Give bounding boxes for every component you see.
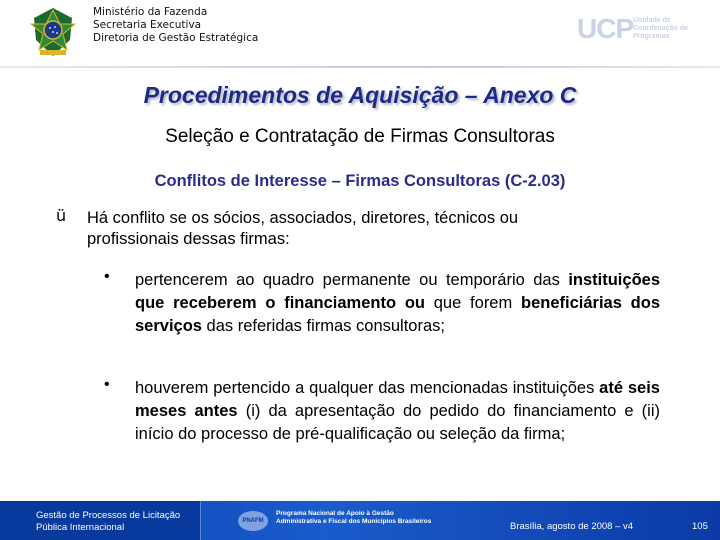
footer-date: Brasília, agosto de 2008 – v4 — [510, 521, 634, 532]
header-divider — [0, 66, 720, 68]
coat-of-arms-emblem — [30, 6, 76, 58]
footer-course-line-2: Pública Internacional — [36, 522, 125, 533]
ministry-name: Ministério da Fazenda — [93, 6, 208, 18]
intro-line-1: Há conflito se os sócios, associados, diretores, técnicos ou — [87, 209, 519, 227]
footer-course-line-1: Gestão de Processos de Licitação — [36, 510, 181, 521]
slide-header — [0, 0, 720, 64]
footer-course-title — [36, 510, 180, 534]
intro-line-2: profissionais dessas firmas: — [87, 230, 290, 248]
slide-footer — [0, 501, 720, 540]
slide-title: Procedimentos de Aquisição – Anexo C — [143, 82, 577, 108]
checkmark-icon: ü — [56, 206, 67, 225]
bullet-1-part-3: das referidas firmas consultoras; — [201, 317, 445, 335]
bullet-2-text — [135, 377, 660, 446]
ucp-sub-line-2: Coordenação de — [633, 25, 688, 32]
program-line-2: Administrativa e Fiscal dos Municípios Brasileiros — [276, 518, 432, 525]
ministry-header-text — [93, 6, 258, 45]
program-line-1: Programa Nacional de Apoio à Gestão — [276, 510, 394, 517]
bullet-2-marker: • — [104, 376, 110, 393]
program-name — [276, 510, 431, 526]
ucp-sub-line-3: Programas — [633, 33, 670, 40]
bullet-1-bold-2: beneficiárias dos serviços — [135, 294, 660, 335]
bullet-2-part-2: (i) da apresentação do pedido do financiamento e (ii) início do processo de pré-qualificação ou seleção da firma; — [135, 402, 660, 443]
bullet-1-part-1: pertencerem ao quadro permanente ou temporário das — [135, 271, 569, 289]
ucp-logo-letters: UCP — [577, 13, 634, 44]
ucp-logo-subtitle — [633, 17, 688, 41]
ucp-sub-line-1: Unidade de — [633, 17, 671, 24]
intro-paragraph — [87, 208, 663, 250]
bullet-1-marker: • — [104, 268, 110, 285]
section-heading: Conflitos de Interesse – Firmas Consultoras (C-2.03) — [154, 172, 566, 190]
footer-course-panel — [0, 501, 201, 540]
pnafm-logo-icon: PNAFM — [238, 511, 268, 531]
secretariat-name: Secretaria Executiva — [93, 19, 202, 31]
bullet-1-text — [135, 269, 660, 338]
slide-subtitle: Seleção e Contratação de Firmas Consultoras — [165, 126, 555, 147]
ucp-logo — [577, 14, 689, 46]
bullet-2-bold-1: até seis meses antes — [135, 379, 660, 420]
page-number: 105 — [692, 521, 708, 532]
bullet-1-bold-1: instituições que receberem o financiamento ou — [135, 271, 660, 312]
bullet-1-part-2: que forem — [424, 294, 521, 312]
bullet-2-part-1: houverem pertencido a qualquer das mencionadas instituições — [135, 379, 600, 397]
directorate-name: Diretoria de Gestão Estratégica — [93, 32, 259, 44]
